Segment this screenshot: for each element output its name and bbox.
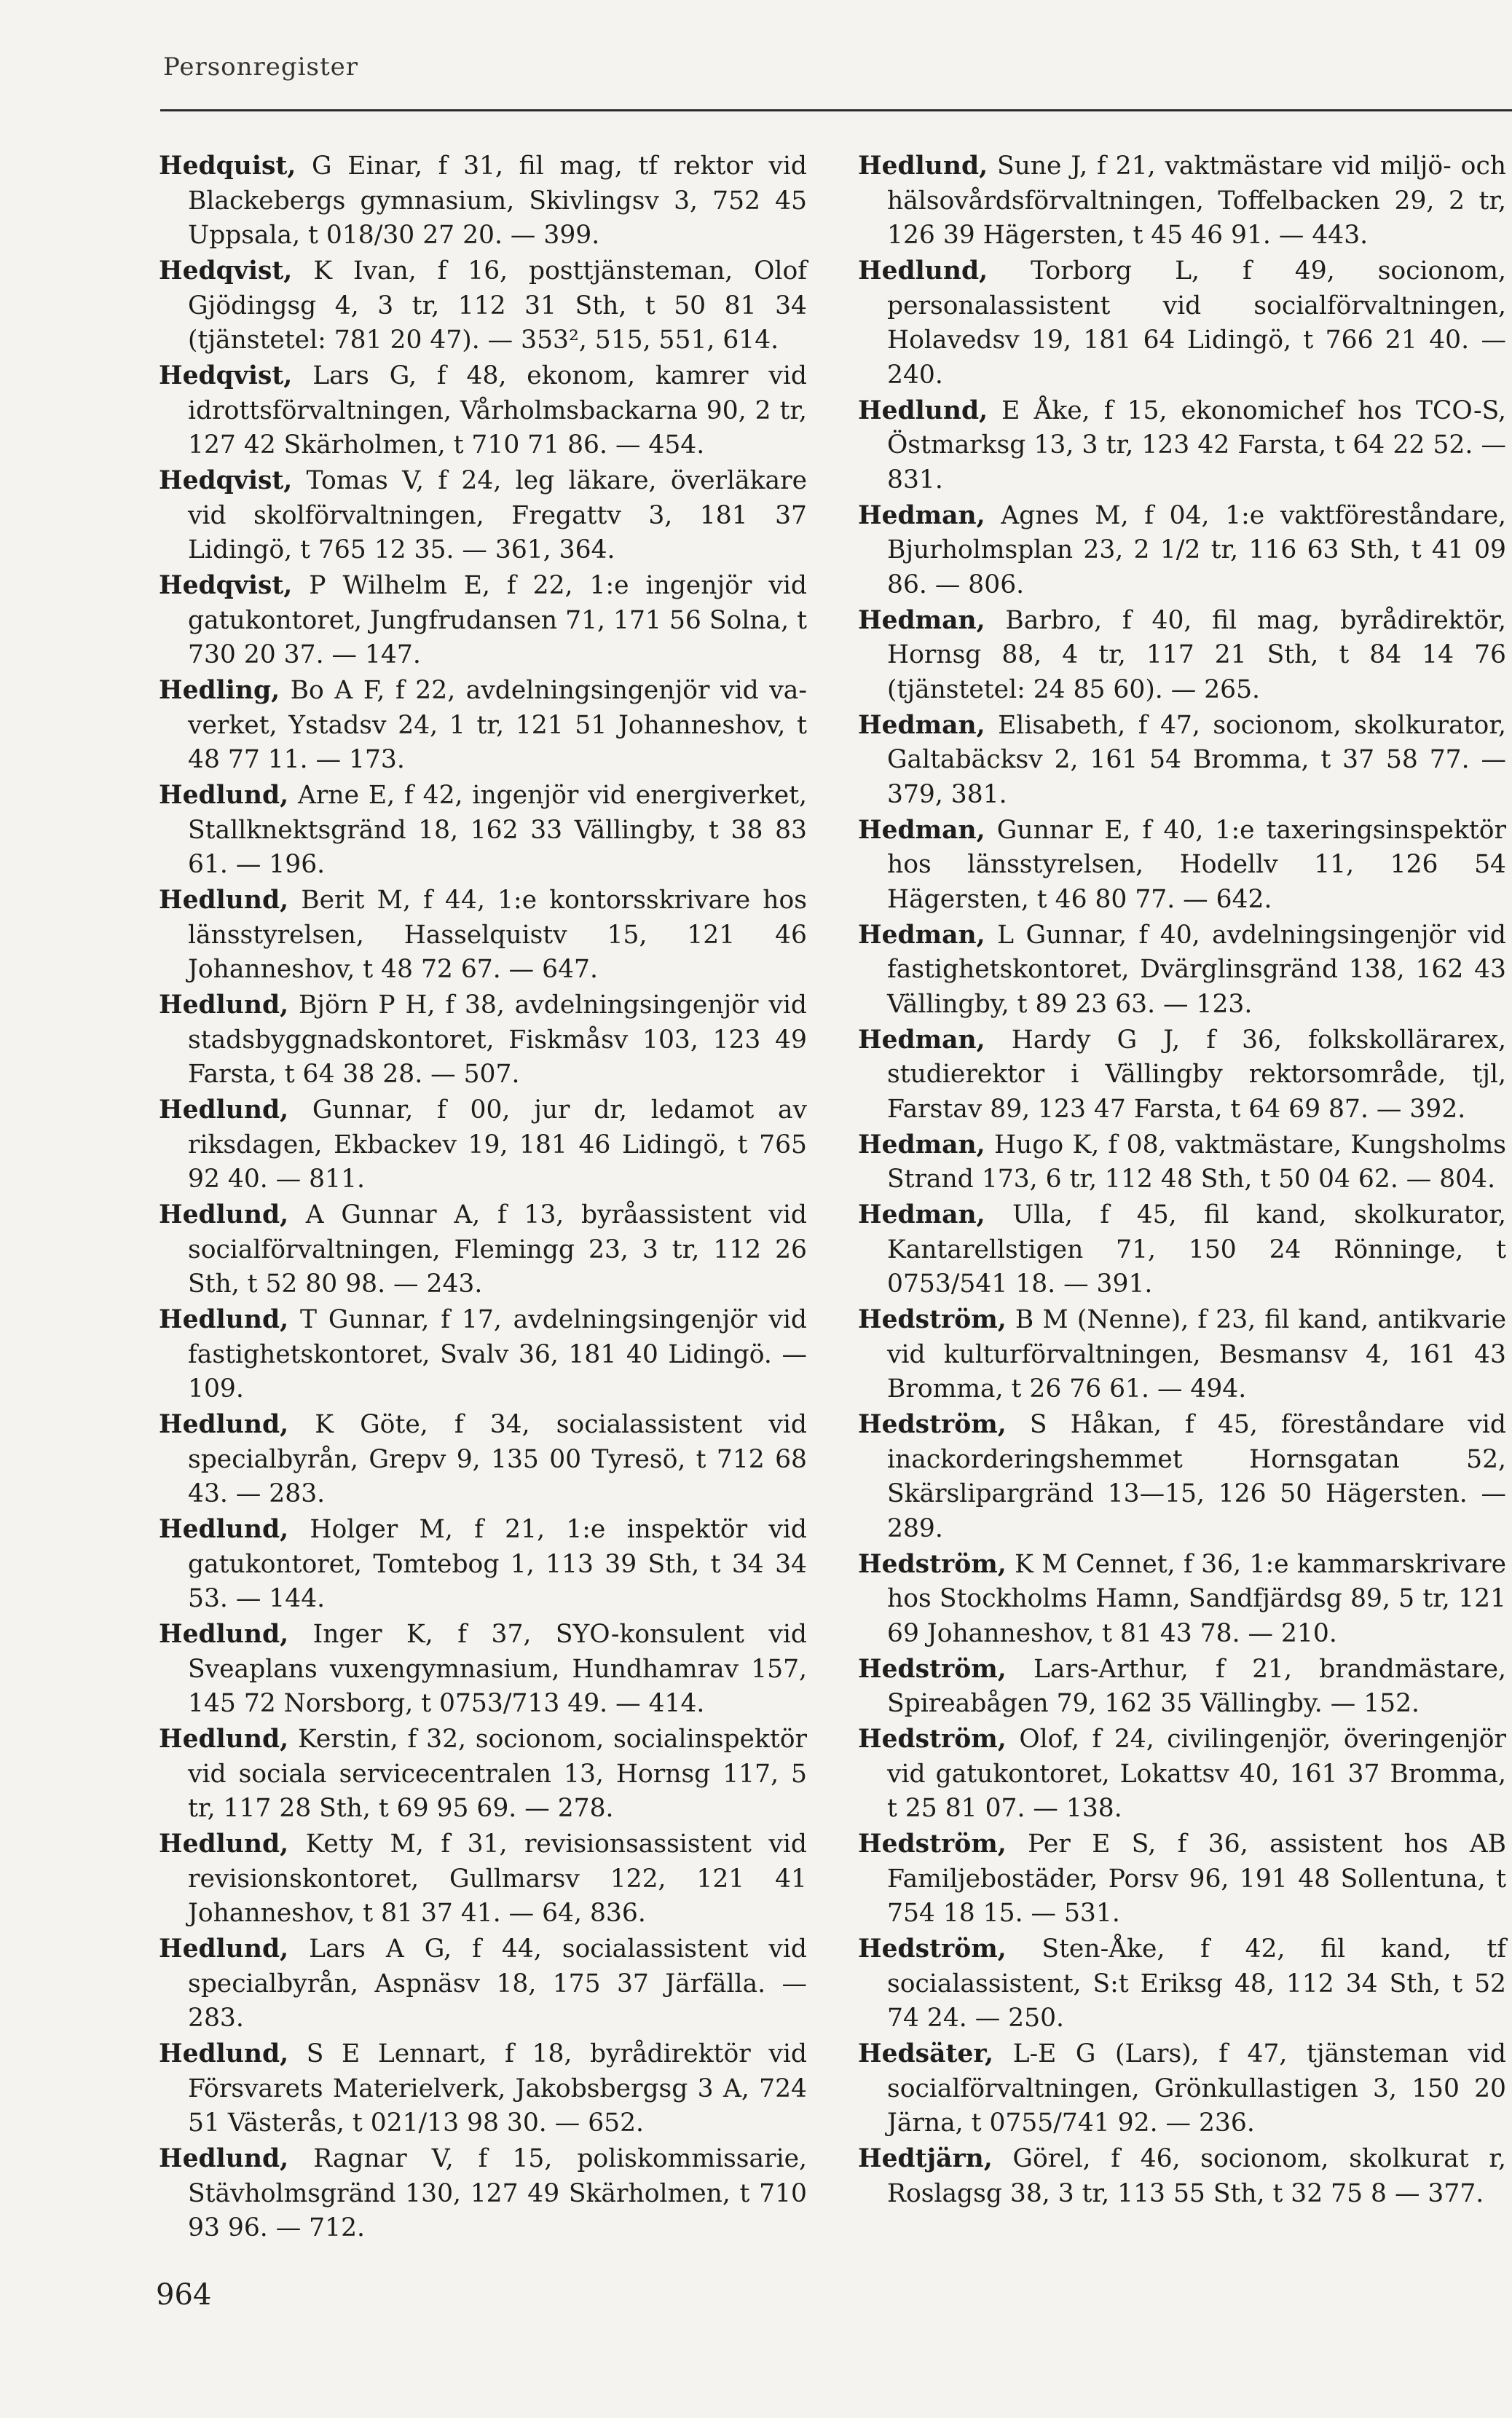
entry-details: Gunnar, f 00, jur dr, ledamot av riksdagen, Ekbackev 19, 181 46 Lidingö, t 765 92 40. — 811. <box>188 1095 807 1194</box>
entry-surname: Hedlund, <box>159 2039 289 2068</box>
entry-details: Sten-Åke, f 42, fil kand, tf socialassistent, S:t Eriksg 48, 112 34 Sth, t 52 74 24. — 250. <box>887 1934 1506 2033</box>
entry-details: L-E G (Lars), f 47, tjänsteman vid socialförvaltningen, Grönkullastigen 3, 150 20 Järna, t 0755/741 92. — 236. <box>887 2039 1506 2138</box>
entry-details: Kerstin, f 32, socionom, socialinspektör vid sociala servicecentralen 13, Hornsg 117, 5 tr, 117 28 Sth, t 69 95 69. — 278. <box>188 1725 807 1823</box>
register-entry <box>159 1827 807 1931</box>
register-entry <box>858 1722 1506 1827</box>
entry-details: Björn P H, f 38, avdelningsingenjör vid stadsbyggnadskontoret, Fiskmåsv 103, 123 49 Farsta, t 64 38 28. — 507. <box>188 991 807 1089</box>
entry-surname: Hedman, <box>858 815 985 845</box>
entry-details: S E Lennart, f 18, byrådirektör vid Försvarets Materielverk, Jakobsbergsg 3 A, 724 51 Västerås, t 021/13 98 30. — 652. <box>188 2039 807 2138</box>
entry-surname: Hedlund, <box>159 1934 289 1964</box>
register-entry <box>858 1653 1506 1722</box>
entry-surname: Hedström, <box>858 1305 1007 1334</box>
entry-surname: Hedsäter, <box>858 2039 994 2068</box>
register-entry <box>858 1023 1506 1127</box>
register-entry <box>159 464 807 568</box>
register-entry <box>858 394 1506 498</box>
entry-details: Ulla, f 45, fil kand, skolkurator, Kantarellstigen 71, 150 24 Rönninge, t 0753/541 18. — 391. <box>887 1200 1506 1299</box>
entry-details: A Gunnar A, f 13, byråassistent vid socialförvaltningen, Flemingg 23, 3 tr, 112 26 Sth, t 52 80 98. — 243. <box>188 1200 807 1299</box>
entry-surname: Hedlund, <box>159 1515 289 1544</box>
entry-details: Hugo K, f 08, vaktmästare, Kungsholms Strand 173, 6 tr, 112 48 Sth, t 50 04 62. — 804. <box>887 1130 1506 1194</box>
entry-surname: Hedlund, <box>159 1620 289 1649</box>
entry-details: Tomas V, f 24, leg läkare, överläkare vid skolförvaltningen, Fregattv 3, 181 37 Lidingö, t 765 12 35. — 361, 364. <box>188 466 807 564</box>
entry-surname: Hedman, <box>858 710 985 740</box>
register-entry <box>858 814 1506 918</box>
register-entry <box>858 709 1506 813</box>
register-entry <box>159 254 807 358</box>
entry-surname: Hedqvist, <box>159 256 293 285</box>
entry-details: Ketty M, f 31, revisionsassistent vid revisionskontoret, Gullmarsv 122, 121 41 Johanneshov, t 81 37 41. — 64, 836. <box>188 1830 807 1928</box>
entry-details: G Einar, f 31, fil mag, tf rektor vid Blackebergs gymnasium, Skivlingsv 3, 752 45 Uppsala, t 018/30 27 20. — 399. <box>188 151 807 250</box>
entry-details: K Ivan, f 16, posttjänsteman, Olof Gjödingsg 4, 3 tr, 112 31 Sth, t 50 81 34 (tjänstetel: 781 20 47). — 353², 515, 551, 614. <box>188 256 807 355</box>
register-entry <box>159 2037 807 2141</box>
entry-details: K Göte, f 34, socialassistent vid specialbyrån, Grepv 9, 135 00 Tyresö, t 712 68 43. — 283. <box>188 1410 807 1508</box>
entry-details: Per E S, f 36, assistent hos AB Familjebostäder, Porsv 96, 191 48 Sollentuna, t 754 18 15. — 531. <box>887 1830 1506 1928</box>
register-entry <box>858 1198 1506 1302</box>
entry-details: Torborg L, f 49, socionom, personalassistent vid socialförvaltningen, Holavedsv 19, 181 64 Lidingö, t 766 21 40. — 240. <box>887 256 1506 390</box>
register-entry <box>858 918 1506 1023</box>
entry-details: T Gunnar, f 17, avdelningsingenjör vid fastighetskontoret, Svalv 36, 181 40 Lidingö. — 109. <box>188 1305 807 1403</box>
register-entry <box>159 883 807 988</box>
left-column <box>159 149 807 2247</box>
right-column <box>858 149 1506 2213</box>
entry-surname: Hedlund, <box>159 1200 289 1229</box>
entry-surname: Hedström, <box>858 1549 1007 1579</box>
running-head: Personregister <box>163 52 359 82</box>
register-entry <box>858 1548 1506 1652</box>
entry-details: B M (Nenne), f 23, fil kand, antikvarie vid kulturförvaltningen, Besmansv 4, 161 43 Bromma, t 26 76 61. — 494. <box>887 1305 1506 1403</box>
entry-surname: Hedström, <box>858 1725 1007 1754</box>
register-entry <box>858 1408 1506 1546</box>
entry-details: E Åke, f 15, ekonomichef hos TCO-S, Östmarksg 13, 3 tr, 123 42 Farsta, t 64 22 52. — 831. <box>887 395 1506 495</box>
register-entry <box>159 1093 807 1197</box>
entry-details: Holger M, f 21, 1:e inspektör vid gatukontoret, Tomtebog 1, 113 39 Sth, t 34 34 53. — 144. <box>188 1515 807 1613</box>
entry-details: Lars A G, f 44, socialassistent vid specialbyrån, Aspnäsv 18, 175 37 Järfälla. — 283. <box>188 1934 807 2033</box>
entry-details: Sune J, f 21, vaktmästare vid miljö- och hälsovårdsförvaltningen, Toffelbacken 29, 2 tr, 126 39 Hägersten, t 45 46 91. — 443. <box>887 151 1506 250</box>
register-entry <box>159 988 807 1092</box>
entry-surname: Hedqvist, <box>159 466 293 495</box>
register-entry <box>858 2142 1506 2211</box>
register-entry <box>159 569 807 673</box>
entry-details: Ragnar V, f 15, poliskommissarie, Stävholmsgränd 130, 127 49 Skärholmen, t 710 93 96. — 712. <box>188 2144 807 2242</box>
register-entry <box>858 1128 1506 1197</box>
entry-surname: Hedman, <box>858 1200 985 1229</box>
register-entry <box>858 499 1506 603</box>
register-entry <box>858 149 1506 253</box>
entry-surname: Hedman, <box>858 605 985 635</box>
register-entry <box>159 674 807 778</box>
entry-details: Arne E, f 42, ingenjör vid energiverket, Stallknektsgränd 18, 162 33 Vällingby, t 38 83 61. — 196. <box>188 781 807 879</box>
entry-details: Hardy G J, f 36, folkskollärarex, studierektor i Vällingby rektorsområde, tjl, Farstav 89, 123 47 Farsta, t 64 69 87. — 392. <box>887 1025 1506 1124</box>
entry-surname: Hedström, <box>858 1830 1007 1859</box>
entry-surname: Hedström, <box>858 1410 1007 1439</box>
entry-surname: Hedling, <box>159 676 280 705</box>
register-entry <box>159 1722 807 1827</box>
entry-details: S Håkan, f 45, föreståndare vid inackorderingshemmet Hornsgatan 52, Skärslipargränd 13—15, 126 50 Hägersten. — 289. <box>887 1410 1506 1543</box>
entry-surname: Hedquist, <box>159 151 296 181</box>
register-entry <box>858 604 1506 708</box>
entry-surname: Hedlund, <box>159 2144 289 2173</box>
header-rule <box>160 109 1512 111</box>
register-entry <box>858 1827 1506 1931</box>
entry-surname: Hedlund, <box>858 395 988 425</box>
entry-details: Lars G, f 48, ekonom, kamrer vid idrottsförvaltningen, Vårholmsbackarna 90, 2 tr, 127 42 Skärholmen, t 710 71 86. — 454. <box>188 361 807 460</box>
register-entry <box>858 2037 1506 2141</box>
entry-details: Gunnar E, f 40, 1:e taxeringsinspektör hos länsstyrelsen, Hodellv 11, 126 54 Hägersten, t 46 80 77. — 642. <box>887 815 1506 914</box>
register-entry <box>858 1303 1506 1407</box>
register-entry <box>159 1303 807 1407</box>
entry-details: Agnes M, f 04, 1:e vaktföreståndare, Bjurholmsplan 23, 2 1/2 tr, 116 63 Sth, t 41 09 86. — 806. <box>887 500 1506 599</box>
entry-details: P Wilhelm E, f 22, 1:e ingenjör vid gatukontoret, Jungfrudansen 71, 171 56 Solna, t 730 20 37. — 147. <box>188 571 807 669</box>
entry-surname: Hedlund, <box>159 1410 289 1439</box>
entry-surname: Hedtjärn, <box>858 2144 993 2173</box>
entry-details: Lars-Arthur, f 21, brandmästare, Spireabågen 79, 162 35 Vällingby. — 152. <box>887 1654 1506 1718</box>
entry-details: Elisabeth, f 47, socionom, skolkurator, Galtabäcksv 2, 161 54 Bromma, t 37 58 77. — 379, 381. <box>887 710 1506 809</box>
register-entry <box>858 254 1506 393</box>
register-entry <box>858 1932 1506 2036</box>
entry-surname: Hedlund, <box>159 1095 289 1125</box>
entry-details: Inger K, f 37, SYO-konsulent vid Sveaplans vuxengymnasium, Hundhamrav 157, 145 72 Norsborg, t 0753/713 49. — 414. <box>188 1620 807 1718</box>
register-entry <box>159 1513 807 1617</box>
entry-details: Bo A F, f 22, avdelningsingenjör vid va-verket, Ystadsv 24, 1 tr, 121 51 Johanneshov, t 48 77 11. — 173. <box>188 676 807 774</box>
register-entry <box>159 779 807 883</box>
register-entry <box>159 1618 807 1722</box>
entry-details: Olof, f 24, civilingenjör, överingenjör vid gatukontoret, Lokattsv 40, 161 37 Bromma, t 25 81 07. — 138. <box>887 1725 1506 1823</box>
entry-surname: Hedlund, <box>159 886 289 915</box>
entry-surname: Hedman, <box>858 500 985 530</box>
entry-details: Berit M, f 44, 1:e kontorsskrivare hos länsstyrelsen, Hasselquistv 15, 121 46 Johanneshov, t 48 72 67. — 647. <box>188 886 807 984</box>
entry-details: L Gunnar, f 40, avdelningsingenjör vid fastighetskontoret, Dvärglinsgränd 138, 162 43 Vällingby, t 89 23 63. — 123. <box>887 920 1506 1019</box>
entry-surname: Hedqvist, <box>159 571 293 600</box>
entry-details: Barbro, f 40, fil mag, byrådirektör, Hornsg 88, 4 tr, 117 21 Sth, t 84 14 76 (tjänstetel: 24 85 60). — 265. <box>887 605 1506 704</box>
entry-surname: Hedman, <box>858 920 985 950</box>
entry-surname: Hedlund, <box>159 1830 289 1859</box>
register-entry <box>159 1408 807 1512</box>
entry-surname: Hedman, <box>858 1025 985 1055</box>
page-number: 964 <box>156 2278 212 2312</box>
entry-surname: Hedlund, <box>159 1725 289 1754</box>
entry-surname: Hedström, <box>858 1934 1007 1964</box>
entry-details: K M Cennet, f 36, 1:e kammarskrivare hos Stockholms Hamn, Sandfjärdsg 89, 5 tr, 121 69 Johanneshov, t 81 43 78. — 210. <box>887 1549 1506 1648</box>
register-entry <box>159 2142 807 2246</box>
register-entry <box>159 1198 807 1302</box>
register-entry <box>159 149 807 253</box>
entry-details: Görel, f 46, socionom, skolkurat r, Roslagsg 38, 3 tr, 113 55 Sth, t 32 75 8 — 377. <box>887 2144 1506 2208</box>
entry-surname: Hedlund, <box>159 1305 289 1334</box>
entry-surname: Hedqvist, <box>159 361 293 390</box>
entry-surname: Hedlund, <box>159 781 289 810</box>
register-entry <box>159 1932 807 2036</box>
entry-surname: Hedlund, <box>159 991 289 1020</box>
entry-surname: Hedman, <box>858 1130 985 1159</box>
entry-surname: Hedlund, <box>858 151 988 181</box>
entry-surname: Hedlund, <box>858 256 988 285</box>
entry-surname: Hedström, <box>858 1654 1007 1684</box>
register-entry <box>159 359 807 463</box>
